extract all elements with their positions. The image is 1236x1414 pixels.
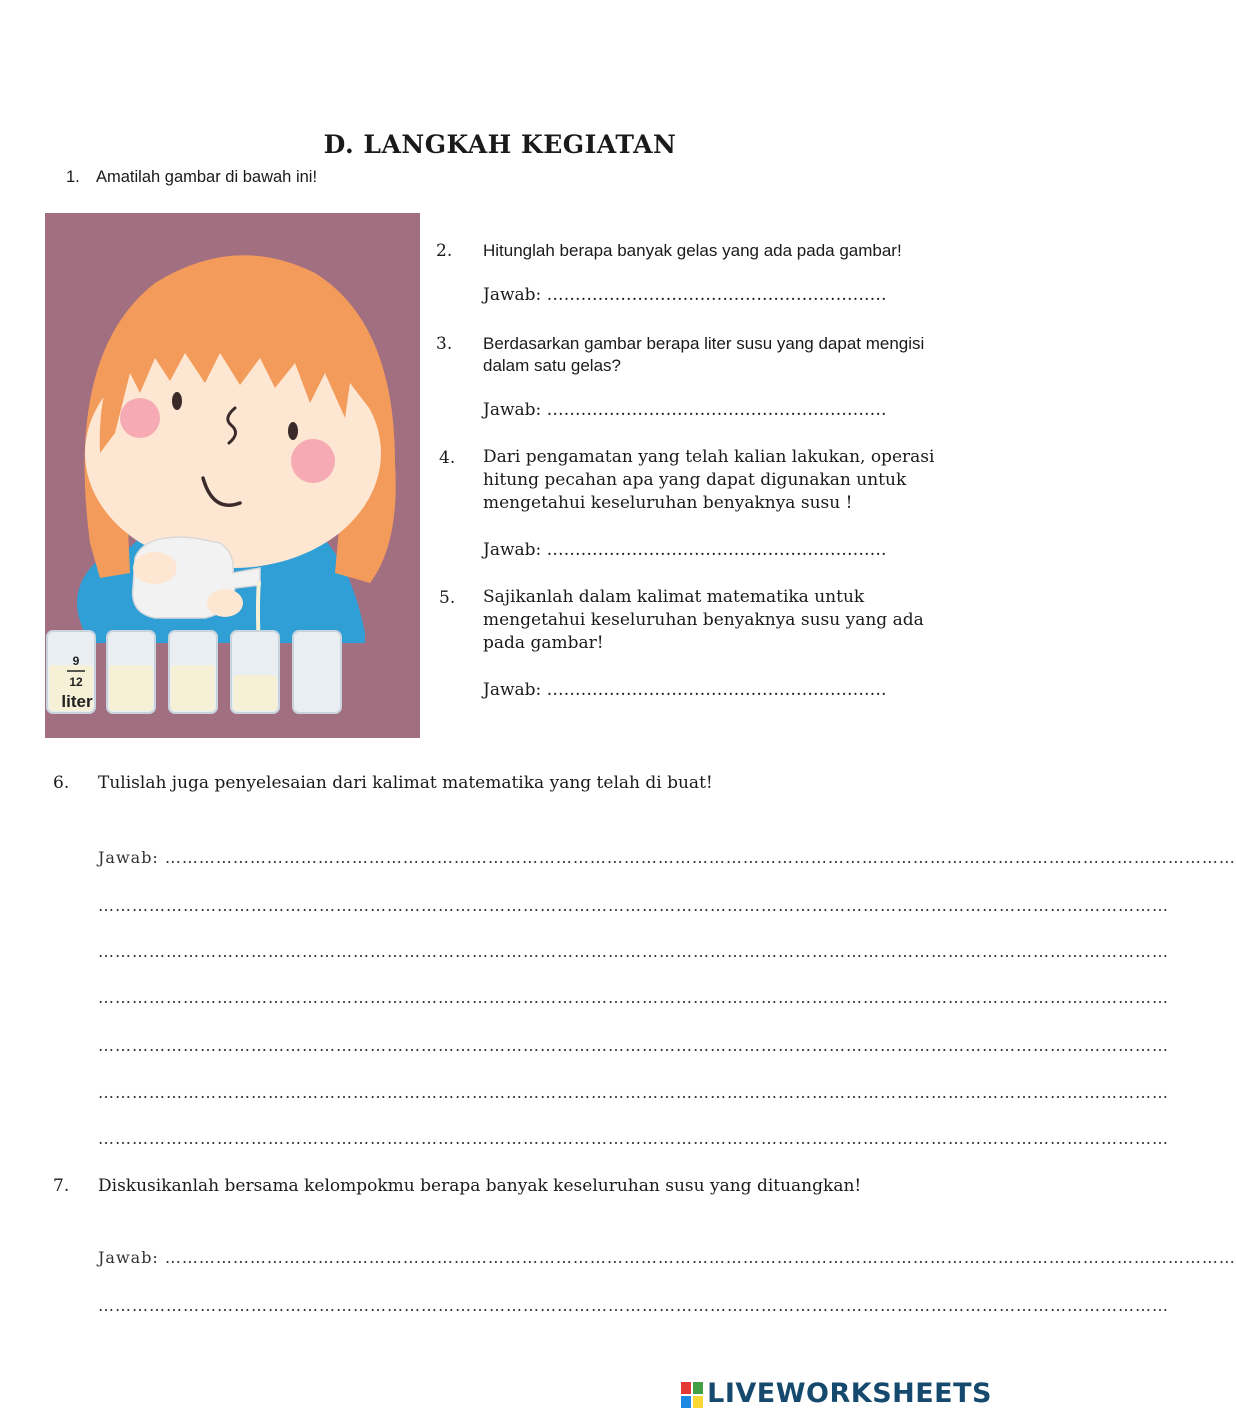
question-6-answer-line-4[interactable]: ……………………………………………………………………………………………………………………………………………………………………… <box>98 988 1169 1007</box>
fraction-denominator: 12 <box>69 675 83 689</box>
question-7-dots: ……………………………………………………………………………………………………………………………………………………………………… <box>164 1248 1236 1267</box>
question-2-text: Hitunglah berapa banyak gelas yang ada pada gambar! <box>483 241 902 260</box>
question-1-text: Amatilah gambar di bawah ini! <box>96 168 318 186</box>
question-6-answer-line-5[interactable]: ……………………………………………………………………………………………………………………………………………………………………… <box>98 1036 1169 1055</box>
question-7-text: Diskusikanlah bersama kelompokmu berapa banyak keseluruhan susu yang dituangkan! <box>98 1176 862 1196</box>
question-6-answer-line-1[interactable] <box>98 848 1236 867</box>
fraction-unit: liter <box>61 692 93 711</box>
liveworksheets-logo-icon <box>681 1382 703 1408</box>
question-6-answer-line-2[interactable]: ……………………………………………………………………………………………………………………………………………………………………… <box>98 896 1169 915</box>
question-5-line-3: pada gambar! <box>483 633 604 653</box>
question-5-line-2: mengetahui keseluruhan benyaknya susu yang ada <box>483 610 924 630</box>
question-6-dots: ……………………………………………………………………………………………………………………………………………………………………… <box>164 848 1236 867</box>
question-4-line-2: hitung pecahan apa yang dapat digunakan untuk <box>483 470 907 490</box>
question-3-number: 3. <box>436 334 453 354</box>
question-6-answer-line-6[interactable]: ……………………………………………………………………………………………………………………………………………………………………… <box>98 1083 1169 1102</box>
question-4-answer-field[interactable]: Jawab: …………………………………………………… <box>483 540 887 560</box>
fraction-numerator: 9 <box>72 654 80 668</box>
question-1 <box>66 168 317 187</box>
question-5-answer-field[interactable]: Jawab: …………………………………………………… <box>483 680 887 700</box>
liveworksheets-brand[interactable] <box>681 1378 992 1409</box>
question-5-number: 5. <box>439 588 456 608</box>
brand-name: LIVEWORKSHEETS <box>707 1378 992 1409</box>
question-5-line-1: Sajikanlah dalam kalimat matematika untuk <box>483 587 865 607</box>
question-6-answer-label: Jawab: <box>98 848 165 867</box>
question-7-answer-line-1[interactable] <box>98 1248 1236 1267</box>
question-6-text: Tulislah juga penyelesaian dari kalimat matematika yang telah di buat! <box>98 773 713 793</box>
question-4-line-3: mengetahui keseluruhan benyaknya susu ! <box>483 493 853 513</box>
question-2-number: 2. <box>436 241 453 261</box>
question-4-line-1: Dari pengamatan yang telah kalian lakukan, operasi <box>483 447 935 467</box>
question-3-answer-field[interactable]: Jawab: …………………………………………………… <box>483 400 887 420</box>
question-7-number: 7. <box>53 1176 70 1196</box>
page-title: D. LANGKAH KEGIATAN <box>323 130 677 159</box>
girl-pouring-milk-illustration <box>45 213 420 738</box>
question-2-answer-field[interactable]: Jawab: …………………………………………………… <box>483 285 887 305</box>
question-6-answer-line-3[interactable]: ……………………………………………………………………………………………………………………………………………………………………… <box>98 942 1169 961</box>
question-3-line-2: dalam satu gelas? <box>483 356 621 375</box>
question-6-answer-line-7[interactable]: ……………………………………………………………………………………………………………………………………………………………………… <box>98 1129 1169 1148</box>
question-7-answer-label: Jawab: <box>98 1248 165 1267</box>
question-6-number: 6. <box>53 773 70 793</box>
question-4-number: 4. <box>439 448 456 468</box>
question-1-number: 1. <box>66 168 80 186</box>
question-7-answer-line-2[interactable]: ……………………………………………………………………………………………………………………………………………………………………… <box>98 1296 1169 1315</box>
question-3-line-1: Berdasarkan gambar berapa liter susu yang dapat mengisi <box>483 334 925 353</box>
